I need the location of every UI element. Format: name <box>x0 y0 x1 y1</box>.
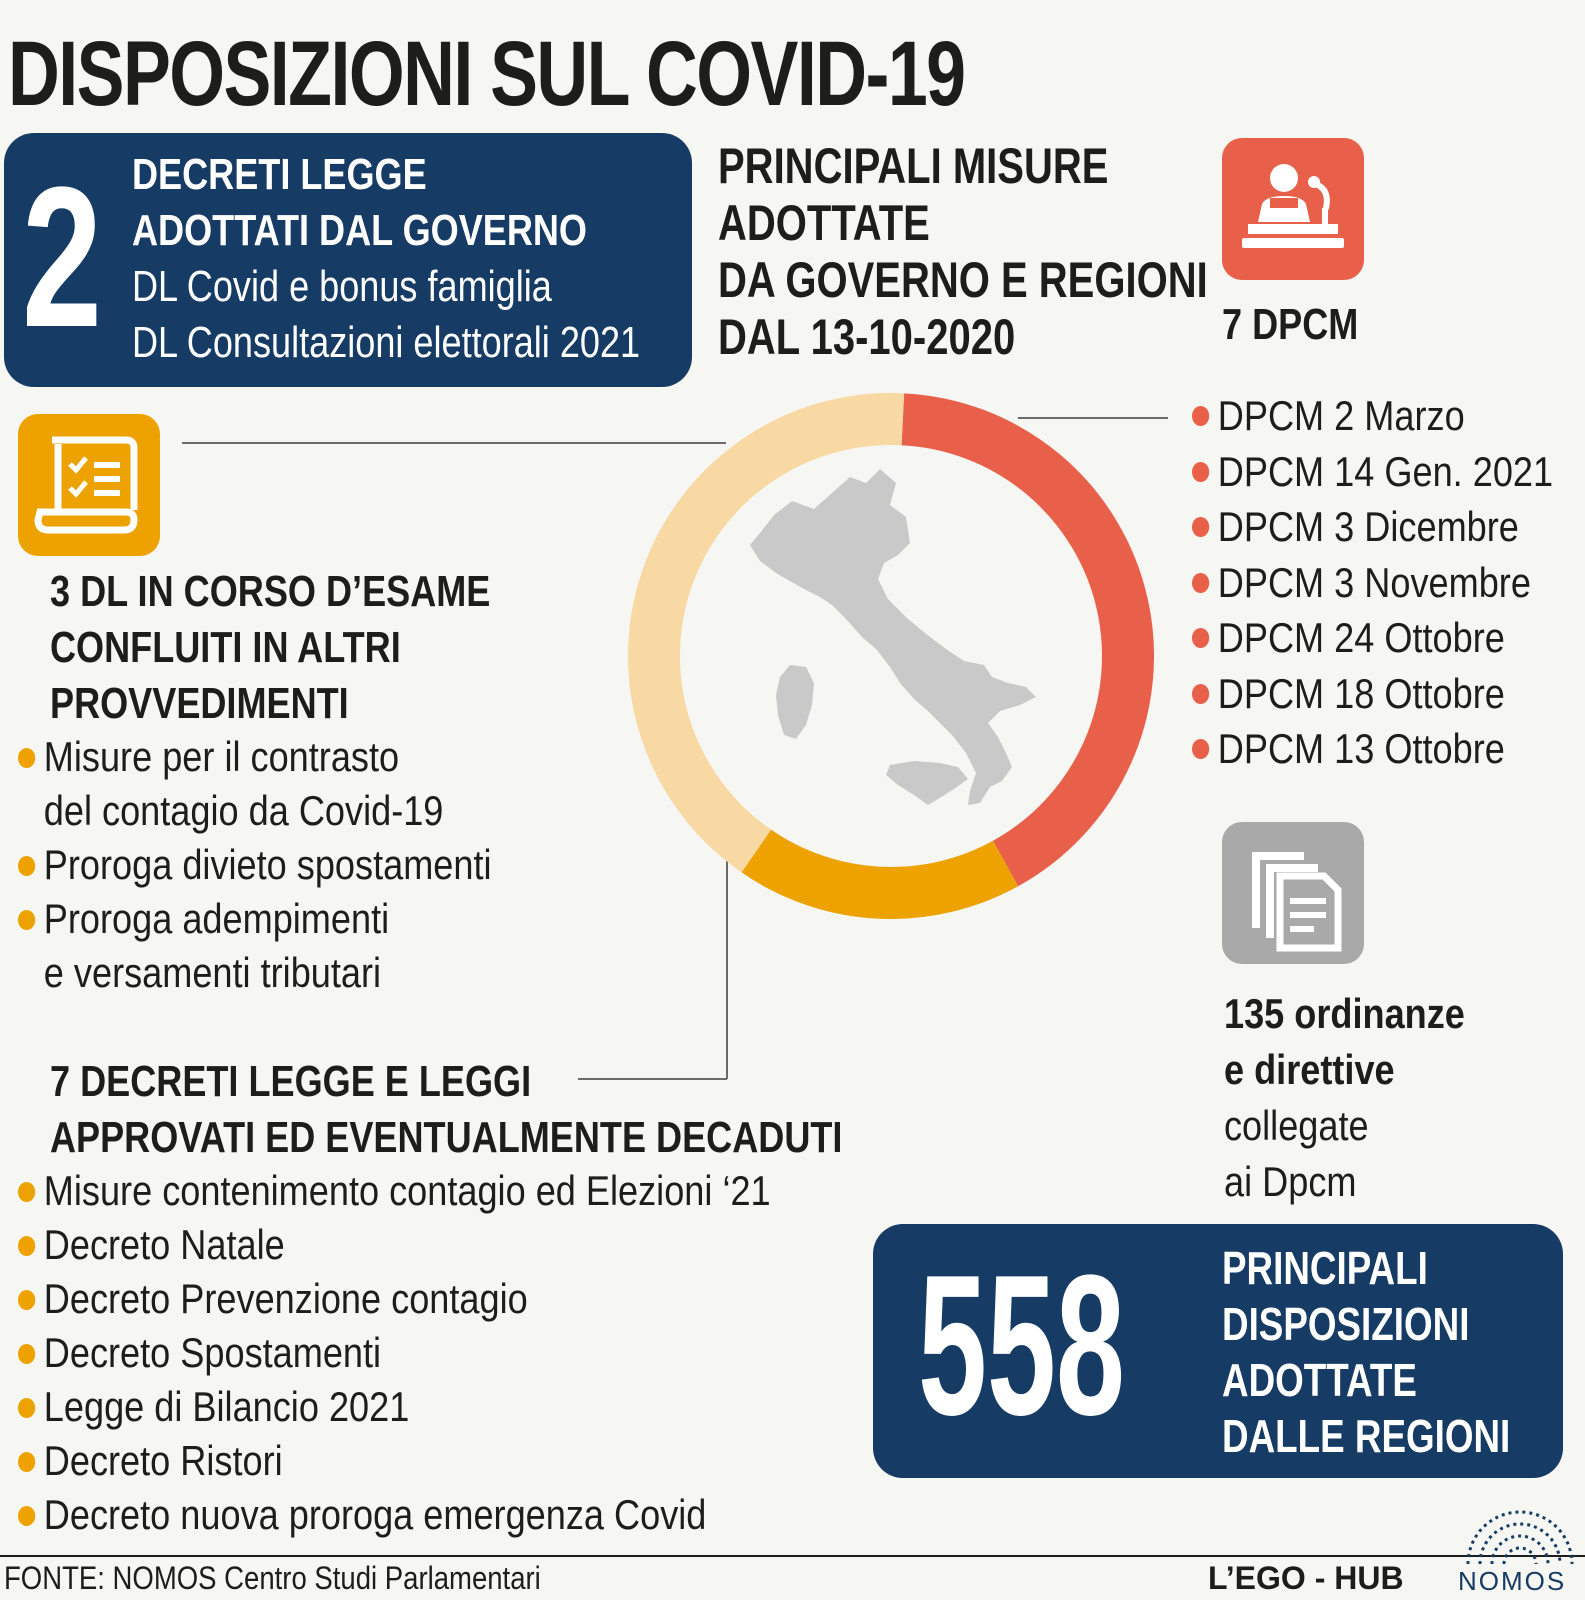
dl-esame-heading-line3: PROVVEDIMENTI <box>50 679 349 728</box>
dl-esame-heading-line2: CONFLUITI IN ALTRI <box>50 623 401 672</box>
donut-segment-2 <box>756 851 1005 893</box>
page-title: DISPOSIZIONI SUL COVID-19 <box>8 23 965 125</box>
principali-line3: DA GOVERNO E REGIONI <box>718 252 1208 308</box>
decreti-box-line1: DECRETI LEGGE <box>132 150 427 199</box>
footer-divider <box>0 1555 1585 1557</box>
regioni-line1: PRINCIPALI <box>1222 1242 1428 1294</box>
regioni-count: 558 <box>918 1234 1125 1457</box>
regioni-line3: ADOTTATE <box>1222 1354 1417 1406</box>
documents-icon <box>1222 822 1364 964</box>
principali-line4: DAL 13-10-2020 <box>718 309 1016 365</box>
parliament-hemicycle-icon <box>1458 1502 1582 1566</box>
regioni-line4: DALLE REGIONI <box>1222 1410 1511 1462</box>
decreti-box-line4: DL Consultazioni elettorali 2021 <box>132 318 641 367</box>
decreti-box-line3: DL Covid e bonus famiglia <box>132 262 552 311</box>
decreti-legge-count: 2 <box>22 146 103 369</box>
dl-esame-heading-line1: 3 DL IN CORSO D’ESAME <box>50 567 491 616</box>
ordinanze-line4: ai Dpcm <box>1224 1158 1357 1205</box>
ordinanze-text <box>1224 986 1465 1210</box>
regioni-line2: DISPOSIZIONI <box>1222 1298 1470 1350</box>
ordinanze-line2: e direttive <box>1224 1046 1395 1093</box>
principali-line2: ADOTTATE <box>718 195 930 251</box>
footer-credit: L’EGO - HUB <box>1208 1560 1404 1596</box>
italy-map <box>750 469 1036 805</box>
decaduti-heading-line2: APPROVATI ED EVENTUALMENTE DECADUTI <box>50 1113 843 1162</box>
dpcm-count: 7 DPCM <box>1222 300 1359 349</box>
footer-brand: NOMOS <box>1458 1566 1567 1596</box>
principali-line1: PRINCIPALI MISURE <box>718 138 1109 194</box>
footer-source: FONTE: NOMOS Centro Studi Parlamentari <box>4 1560 541 1596</box>
regioni-text <box>1222 1240 1510 1464</box>
ordinanze-line1: 135 ordinanze <box>1224 990 1465 1037</box>
ordinanze-line3: collegate <box>1224 1102 1369 1149</box>
decreti-box-line2: ADOTTATI DAL GOVERNO <box>132 206 588 255</box>
decaduti-heading-line1: 7 DECRETI LEGGE E LEGGI <box>50 1057 532 1106</box>
donut-chart <box>628 393 1154 919</box>
